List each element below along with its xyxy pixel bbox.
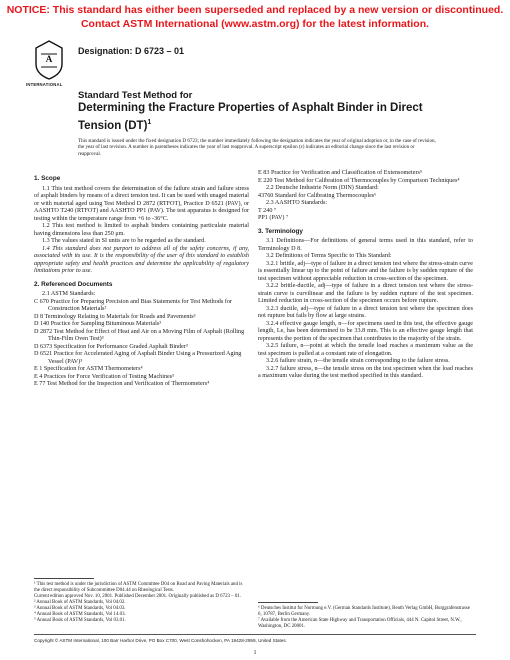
section-heading-scope: 1. Scope bbox=[34, 175, 61, 182]
left-footnotes bbox=[34, 582, 249, 624]
reference-item: E 83 Practice for Verification and Classification of Extensometers⁵ bbox=[258, 170, 423, 176]
notice-line-2: Contact ASTM International (www.astm.org) for the latest information. bbox=[80, 18, 430, 30]
notice-line-1: NOTICE: This standard has either been superseded and replaced by a new version or discontinued. bbox=[6, 4, 504, 16]
reference-item: E 1 Specification for ASTM Thermometers⁴ bbox=[34, 366, 143, 372]
paragraph-3-2-1: 3.2.1 brittle, adj—type of failure in a direct tension test where the stress-strain curve is essentially linear up to the point of failure and the failure is by sudden rupture of the test specimen without appreciable reduction in cross-section of the specimen. bbox=[258, 260, 474, 282]
paragraph-1-3: 1.3 The values stated in SI units are to be regarded as the standard. bbox=[42, 238, 206, 244]
footnote-divider bbox=[258, 602, 318, 603]
reference-item: D 8 Terminology Relating to Materials for Roads and Pavements³ bbox=[34, 313, 196, 320]
footnote: ² Annual Book of ASTM Standards, Vol 04.02. bbox=[34, 600, 126, 605]
reference-item: PP1 (PAV) ⁷ bbox=[258, 215, 289, 221]
copyright-line: Copyright © ASTM International, 100 Barr Harbor Drive, PO Box C700, West Conshohocken, PA 19428-2959, United States. bbox=[34, 638, 287, 643]
title-main: Determining the Fracture Properties of Asphalt Binder in Direct Tension (DT) bbox=[78, 102, 423, 132]
right-footnotes bbox=[258, 606, 473, 630]
footnote: ⁶ Deutsches Institut fur Normung e.V. (German Standards Institute), Beuth Verlag GmbH, Burggrafenstrasse 6, 10787, Berlin Germany. bbox=[258, 606, 470, 617]
footnote: ⁴ Annual Book of ASTM Standards, Vol 14.03. bbox=[34, 612, 126, 617]
section-heading-terminology: 3. Terminology bbox=[258, 227, 303, 235]
copyright-divider bbox=[34, 634, 476, 635]
title-block bbox=[78, 90, 438, 133]
footnote-divider bbox=[34, 578, 94, 579]
reference-item: E 4 Practices for Force Verification of Testing Machines⁵ bbox=[34, 373, 175, 380]
reference-item: E 220 Test Method for Calibration of Thermocouples by Comparison Techniques⁴ bbox=[258, 177, 460, 184]
reference-item: D 6373 Specification for Performance Graded Asphalt Binder³ bbox=[34, 343, 188, 350]
reference-item: T 240 ⁷ bbox=[258, 207, 277, 214]
reference-item: D 140 Practice for Sampling Bituminous Materials³ bbox=[34, 321, 162, 327]
paragraph-3-2-6: 3.2.6 failure strain, n—the tensile strain corresponding to the failure stress. bbox=[266, 358, 450, 364]
footnote: ³ Annual Book of ASTM Standards, Vol 04.03. bbox=[34, 606, 126, 611]
paragraph-3-2-4: 3.2.4 effective gauge length, n—for specimens used in this test, the effective gauge length, Le, has been determined to be 33.8 mm. This is an effective gauge length that represents the portion of the specimen that contributes to the majority of the strain. bbox=[258, 320, 473, 342]
reference-item: D 2872 Test Method for Effect of Heat and Air on a Moving Film of Asphalt (Rolling Thin-Film Oven Test)³ bbox=[34, 328, 245, 342]
reference-item: 43760 Standard for Calibrating Thermocouples⁶ bbox=[258, 192, 377, 199]
paragraph-2-2: 2.2 Deutsche Industrie Norm (DIN) Standard: bbox=[266, 185, 379, 191]
footnote: ⁵ Annual Book of ASTM Standards, Vol 03.01. bbox=[34, 618, 126, 623]
reference-item: C 670 Practice for Preparing Precision and Bias Statements for Test Methods for Construction Materials² bbox=[34, 298, 232, 312]
paragraph-1-2: 1.2 This test method is limited to asphalt binders containing particulate material having dimensions less than 250 μm. bbox=[34, 223, 249, 237]
title-footnote-ref: 1 bbox=[147, 118, 152, 126]
paragraph-2-3: 2.3 AASHTO Standards: bbox=[266, 200, 328, 206]
paragraph-3-1: 3.1 Definitions—For definitions of general terms used in this standard, refer to Terminology D 8. bbox=[258, 238, 473, 252]
paragraph-2-1: 2.1 ASTM Standards: bbox=[42, 291, 96, 297]
paragraph-1-4: 1.4 This standard does not purport to address all of the safety concerns, if any, associated with its use. It is the responsibility of the user of this standard to establish appropriate safety and health practices and determine the applicability of regulatory limitations prior to use. bbox=[34, 245, 249, 274]
footnote: ¹ This test method is under the jurisdiction of ASTM Committee D04 on Road and Paving Materials and is the direct responsibility of Subcommittee D04.44 on Rheological Tests. bbox=[34, 582, 243, 593]
reference-item: D 6521 Practice for Accelerated Aging of Asphalt Binder Using a Pressurized Aging Vessel (PAV)³ bbox=[34, 351, 242, 365]
logo-caption: INTERNATIONAL bbox=[26, 82, 63, 87]
page-title bbox=[78, 102, 438, 133]
designation: Designation: D 6723 – 01 bbox=[78, 46, 185, 56]
preamble: This standard is issued under the fixed designation D 6723; the number immediately following the designation indicates the year of original adoption or, in the case of revision, the year of last revision. A number in parentheses indicates the year of last reapproval. A superscript epsilon (ε) indicates an editorial change since the last revision or reapproval. bbox=[78, 138, 436, 157]
title-prefix: Standard Test Method for bbox=[78, 90, 193, 101]
paragraph-3-2-5: 3.2.5 failure, n—point at which the tensile load reaches a maximum value as the test specimen is pulled at a constant rate of elongation. bbox=[258, 343, 473, 357]
left-column bbox=[34, 170, 249, 389]
section-heading-references: 2. Referenced Documents bbox=[34, 280, 113, 288]
reference-item: E 77 Test Method for the Inspection and Verification of Thermometers⁴ bbox=[34, 381, 210, 387]
paragraph-1-1: 1.1 This test method covers the determination of the failure strain and failure stress of asphalt binders by means of a direct tension test. It can be used with unaged material or with material aged using Test Method D 2872 (RTFOT), Practice D 6521 (PAV), or AASHTO T240 (RTFOT) and AASHTO PP1 (PAV). The test apparatus is designed for testing within the temperature range from +6 to -36°C. bbox=[34, 185, 249, 222]
paragraph-3-2: 3.2 Definitions of Terms Specific to This Standard: bbox=[266, 253, 392, 259]
paragraph-3-2-2: 3.2.2 brittle-ductile, adj—type of failure in a direct tension test where the stress-strain curve is curvilinear and the failure is by sudden rupture of the test specimen. Limited reduction in cross-section of the specimen occurs before rupture. bbox=[258, 283, 473, 304]
astm-logo-icon bbox=[34, 40, 64, 80]
footnote: Current edition approved Nov. 10, 2001. Published December 2001. Originally published as D 6723 – 01. bbox=[34, 594, 241, 599]
paragraph-3-2-3: 3.2.3 ductile, adj—type of failure in a direct tension test where the specimen does not rupture but fails by flow at large strains. bbox=[258, 305, 473, 319]
svg-text:A: A bbox=[45, 54, 53, 64]
footnote: ⁷ Available from the American State Highway and Transportation Officials, 444 N. Capitol Street, N.W., Washington, DC 20001. bbox=[258, 618, 462, 629]
paragraph-3-2-7: 3.2.7 failure stress, n—the tensile stress on the test specimen when the load reaches a maximum value during the test method specified in this standard. bbox=[258, 365, 473, 379]
page-number: 1 bbox=[253, 650, 257, 656]
right-column bbox=[258, 170, 473, 381]
